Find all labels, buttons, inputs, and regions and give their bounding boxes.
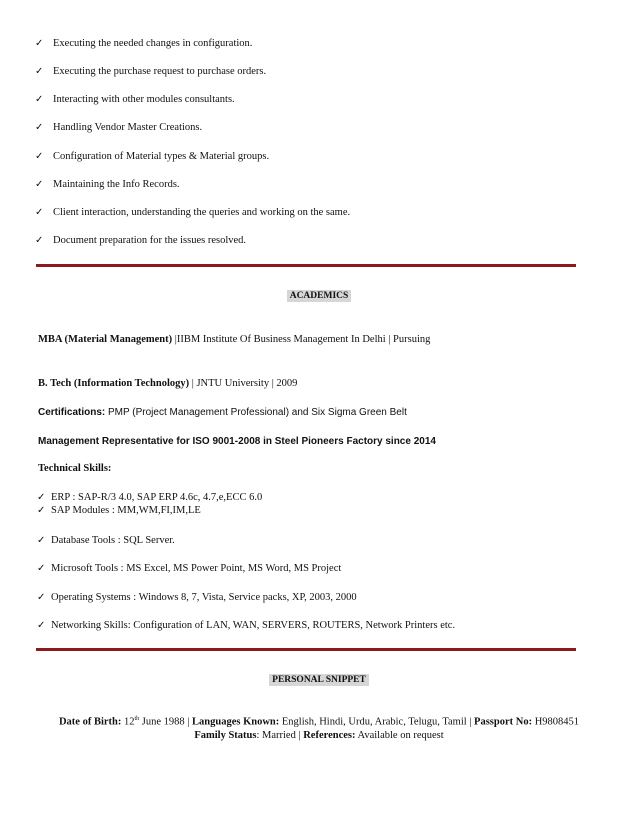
section-divider [36, 264, 576, 267]
technical-skills-heading: Technical Skills: [38, 463, 112, 474]
list-item: ✓ Configuration of Material types & Material groups. [35, 151, 270, 162]
check-icon: ✓ [35, 66, 44, 77]
check-icon: ✓ [35, 94, 44, 105]
check-icon: ✓ [37, 535, 46, 546]
list-item: ✓ Executing the needed changes in configuration. [35, 38, 253, 49]
list-item: ✓ Microsoft Tools : MS Excel, MS Power Point, MS Word, MS Project [37, 563, 342, 574]
check-icon: ✓ [35, 38, 44, 49]
list-item: ✓ SAP Modules : MM,WM,FI,IM,LE [37, 505, 201, 516]
check-icon: ✓ [37, 563, 46, 574]
list-item: ✓ Client interaction, understanding the queries and working on the same. [35, 207, 351, 218]
personal-heading: PERSONAL SNIPPET [269, 674, 369, 686]
academics-heading-row [0, 285, 638, 303]
list-item: ✓ Document preparation for the issues resolved. [35, 235, 247, 246]
check-icon: ✓ [35, 151, 44, 162]
list-item: ✓ Networking Skills: Configuration of LAN, WAN, SERVERS, ROUTERS, Network Printers etc. [37, 620, 456, 631]
list-item: ✓ Maintaining the Info Records. [35, 179, 180, 190]
personal-details-line-2: Family Status: Married | References: Available on request [194, 730, 444, 741]
management-rep-entry: Management Representative for ISO 9001-2008 in Steel Pioneers Factory since 2014 [38, 436, 436, 447]
check-icon: ✓ [35, 235, 44, 246]
check-icon: ✓ [35, 179, 44, 190]
list-item: ✓ Database Tools : SQL Server. [37, 535, 175, 546]
section-divider [36, 648, 576, 651]
list-item: ✓ Executing the purchase request to purchase orders. [35, 66, 267, 77]
academics-heading: ACADEMICS [287, 290, 352, 302]
check-icon: ✓ [35, 122, 44, 133]
check-icon: ✓ [37, 620, 46, 631]
check-icon: ✓ [37, 592, 46, 603]
check-icon: ✓ [37, 505, 46, 516]
list-item: ✓ Interacting with other modules consultants. [35, 94, 235, 105]
check-icon: ✓ [35, 207, 44, 218]
personal-details-line-1: Date of Birth: 12th June 1988 | Languages Known: English, Hindi, Urdu, Arabic, Telugu, Tamil | Passport No: H9808451 [58, 716, 580, 728]
check-icon: ✓ [37, 492, 46, 503]
btech-entry: B. Tech (Information Technology) | JNTU University | 2009 [38, 378, 298, 389]
list-item: ✓ Handling Vendor Master Creations. [35, 122, 203, 133]
mba-entry: MBA (Material Management) |IIBM Institute Of Business Management In Delhi | Pursuing [38, 334, 431, 345]
personal-heading-row [0, 669, 638, 687]
list-item: ✓ ERP : SAP-R/3 4.0, SAP ERP 4.6c, 4.7,e,ECC 6.0 [37, 492, 263, 503]
list-item: ✓ Operating Systems : Windows 8, 7, Vista, Service packs, XP, 2003, 2000 [37, 592, 357, 603]
certifications-entry: Certifications: PMP (Project Management Professional) and Six Sigma Green Belt [38, 407, 407, 418]
